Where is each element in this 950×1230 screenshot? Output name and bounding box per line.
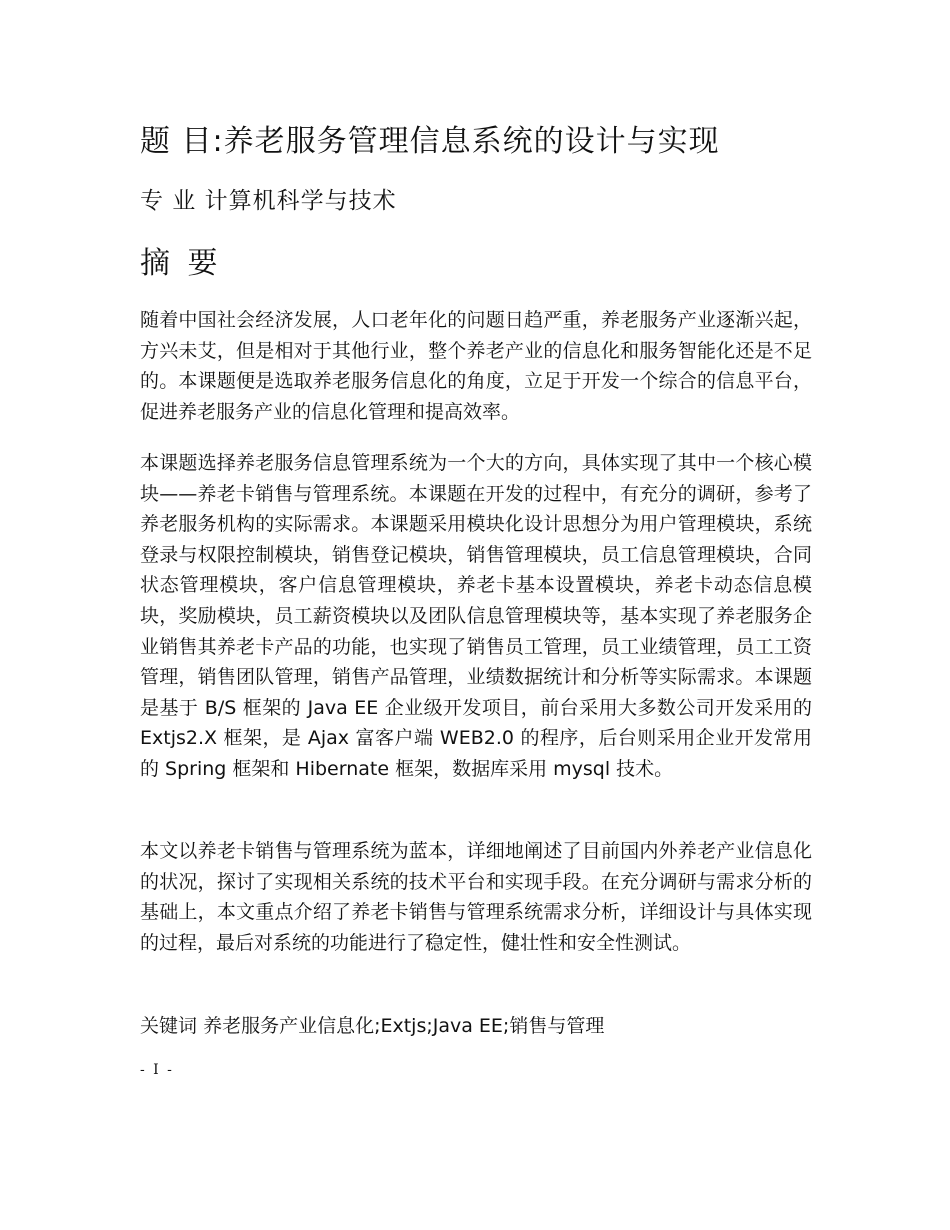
thesis-title xyxy=(140,122,840,162)
thesis-major xyxy=(140,184,397,218)
abstract-paragraph-2: 本课题选择养老服务信息管理系统为一个大的方向，具体实现了其中一个核心模块——养老卡销售与管理系统。本课题在开发的过程中，有充分的调研，参考了养老服务机构的实际需求。本课题采用模块化设计思想分为用户管理模块，系统登录与权限控制模块，销售登记模块，销售管理模块，员工信息管理模块，合同状态管理模块，客户信息管理模块，养老卡基本设置模块，养老卡动态信息模块，奖励模块，员工薪资模块以及团队信息管理模块等，基本实现了养老服务企业销售其养老卡产品的功能，也实现了销售员工管理，员工业绩管理，员工工资管理，销售团队管理，销售产品管理，业绩数据统计和分析等实际需求。本课题是基于 B/S 框架的 Java EE 企业级开发项目，前台采用大多数公司开发采用的 Extjs2.X 框架，是 Ajax 富客户端 WEB2.0 的程序，后台则采用企业开发常用的 Spring 框架和 Hibernate 框架，数据库采用 mysql 技术。 xyxy=(140,452,812,780)
title-text: 养老服务管理信息系统的设计与实现 xyxy=(223,124,720,159)
title-label: 题 目: xyxy=(140,124,224,159)
page-number: - I - xyxy=(140,1062,174,1078)
keywords-label: 关键词 xyxy=(140,1015,198,1037)
keywords-text: 养老服务产业信息化;Extjs;Java EE;销售与管理 xyxy=(203,1015,605,1037)
keywords-line xyxy=(140,1011,604,1041)
abstract-heading: 摘 要 xyxy=(140,246,222,281)
major-text: 计算机科学与技术 xyxy=(204,188,397,214)
major-label: 专 业 xyxy=(140,188,197,214)
abstract-paragraph-3: 本文以养老卡销售与管理系统为蓝本，详细地阐述了目前国内外养老产业信息化的状况，探讨了实现相关系统的技术平台和实现手段。在充分调研与需求分析的基础上，本文重点介绍了养老卡销售与管理系统需求分析，详细设计与具体实现的过程，最后对系统的功能进行了稳定性，健壮性和安全性测试。 xyxy=(140,840,812,954)
abstract-paragraph-1: 随着中国社会经济发展，人口老年化的问题日趋严重，养老服务产业逐渐兴起，方兴未艾，但是相对于其他行业，整个养老产业的信息化和服务智能化还是不足的。本课题便是选取养老服务信息化的角度，立足于开发一个综合的信息平台，促进养老服务产业的信息化管理和提高效率。 xyxy=(140,309,812,423)
